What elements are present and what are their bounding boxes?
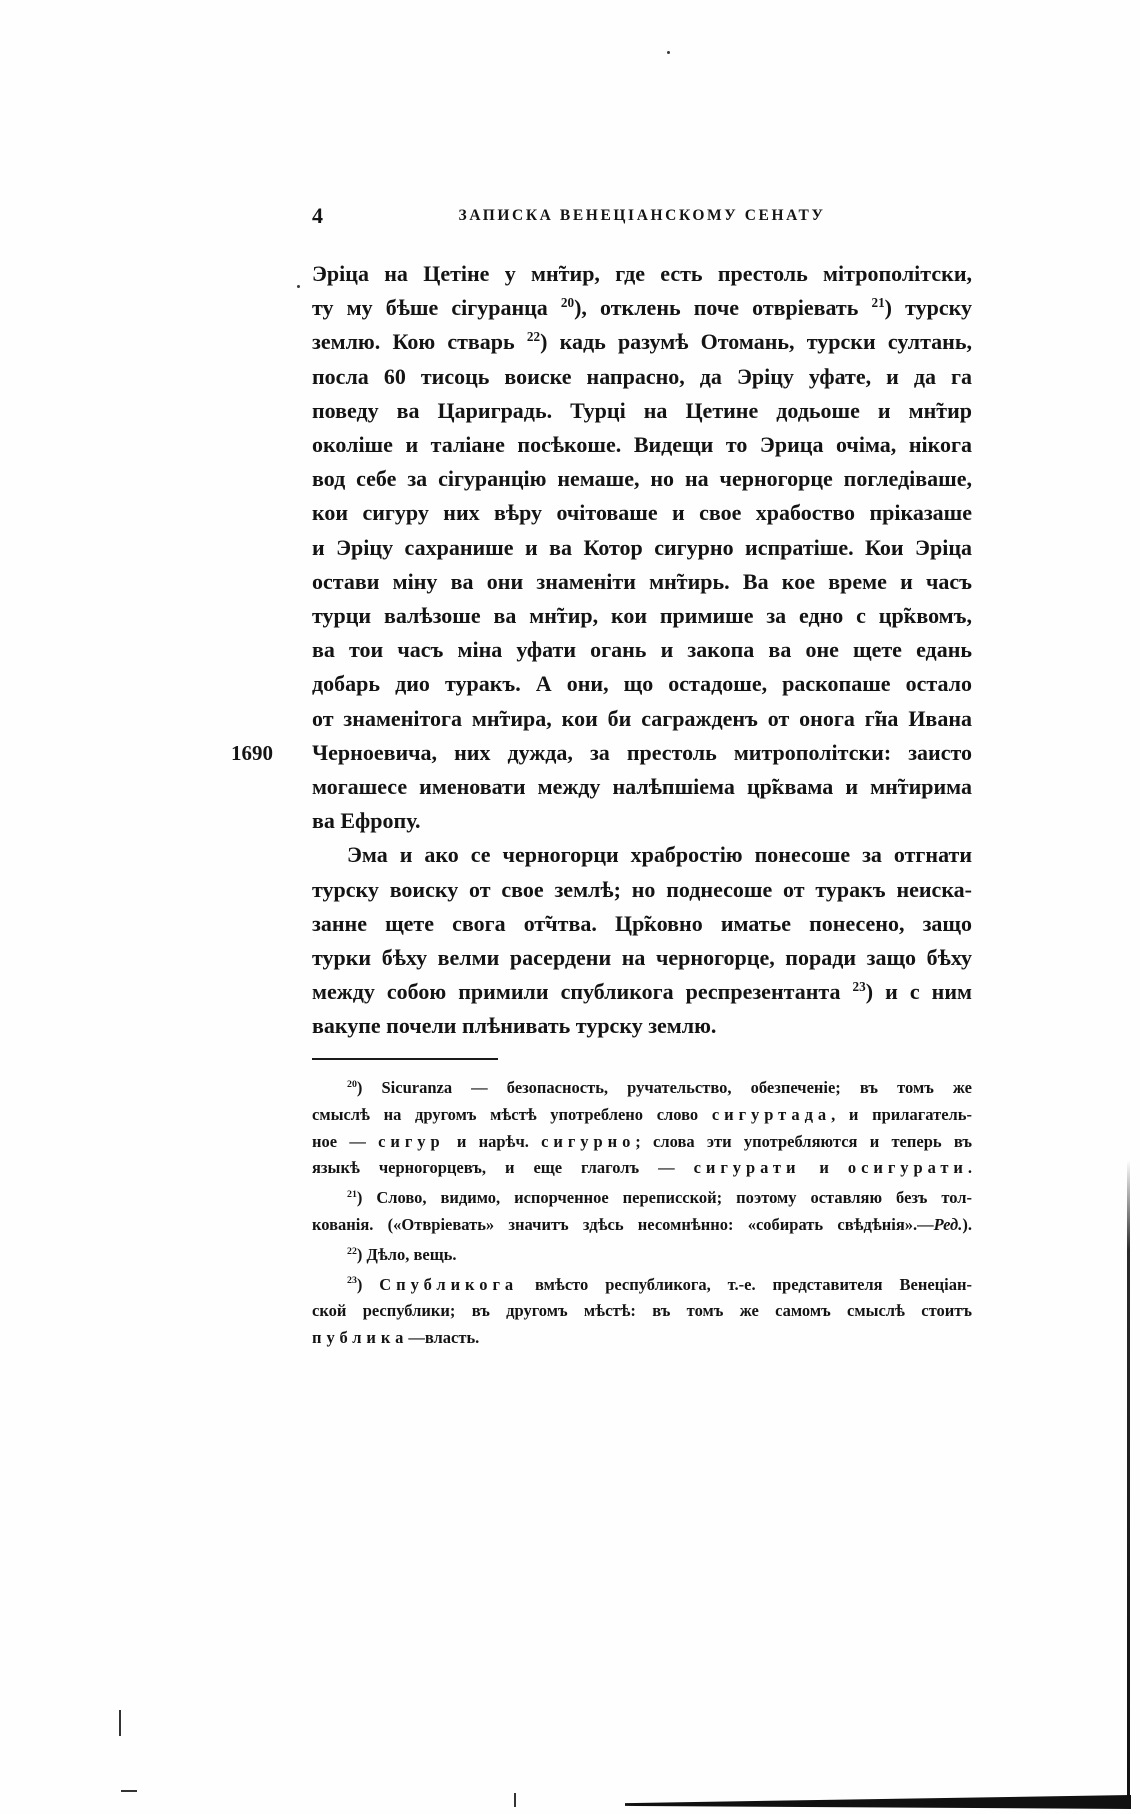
page-number: 4: [312, 203, 323, 228]
page-header: [312, 203, 972, 229]
body-text: [312, 257, 972, 1044]
footnote-marker: 20: [347, 1078, 357, 1090]
footnote: [312, 1272, 972, 1352]
body-line: добарь дио туракъ. А они, що остадоше, раскопаше остало: [312, 671, 972, 697]
text-run: , и прилагатель-: [831, 1104, 972, 1124]
text-run: кованія. («Отвріевать» значитъ здѣсь несомнѣнно: «собирать свѣдѣнія».—: [312, 1214, 934, 1234]
text-run: .: [967, 1158, 972, 1178]
text-run: ), отклень поче отвріевать: [574, 295, 872, 321]
italic-text: Ред.: [933, 1214, 963, 1234]
body-line: Черноевича, них дужда, за престоль митрополітски: заисто: [312, 739, 972, 765]
footnotes: [312, 1075, 972, 1352]
margin-note-year: 1690: [231, 741, 273, 765]
text-run: землю. Кою стварь: [312, 329, 527, 355]
footnote-line: [312, 1325, 972, 1352]
footnote-line: ской республики; въ другомъ мѣстѣ: въ томъ же самомъ смыслѣ стоитъ: [312, 1301, 972, 1321]
body-line: турци валѣзоше ва мн̃тир, кои примише за едно с цр̃квомъ,: [312, 603, 972, 629]
footnote-marker: 22: [347, 1245, 357, 1257]
footnote-line: [312, 1212, 972, 1239]
body-line: поведу ва Цариградь. Турці на Цетине додьоше и мн̃тир: [312, 397, 972, 423]
body-line: вод себе за сігуранцію немаше, но на черногорце погледіваше,: [312, 466, 972, 492]
paragraph: [312, 838, 972, 1043]
body-line: могашесе именовати между налѣпшіема цр̃квама и мн̃тирима: [312, 774, 972, 800]
text-run: смыслѣ на другомъ мѣстѣ употреблено слово: [312, 1104, 712, 1124]
footnote-marker: 21: [347, 1189, 357, 1201]
body-line: вакупе почели плѣнивать турску землю.: [312, 1013, 717, 1039]
body-line: остави міну ва они знаменіти мн̃тирь. Ва кое време и часъ: [312, 568, 972, 594]
footnote-line: [312, 1075, 972, 1102]
scan-artifact-dot-margin: [297, 285, 300, 288]
scan-page-edge-shadow: [625, 1795, 1131, 1809]
body-line: [312, 291, 972, 325]
scan-artifact-dot-top: [667, 51, 670, 54]
text-run: ).: [962, 1214, 972, 1234]
footnote-ref: 22: [526, 329, 541, 345]
footnote-line: [312, 1272, 972, 1299]
text-run: ту му бѣше сігуранца: [312, 295, 561, 321]
footnote-ref: 23: [852, 979, 866, 995]
spaced-word: сигурно: [541, 1131, 636, 1151]
spaced-word: Спубликога: [379, 1274, 519, 1294]
text-run: ) турску: [884, 295, 972, 321]
text-run: ) кадь разумѣ Отомань, турски султань,: [540, 329, 972, 355]
text-run: ) Дѣло, вещь.: [356, 1244, 457, 1264]
footnote: [312, 1075, 972, 1182]
footnote-line: [312, 1102, 972, 1129]
scan-artifact-mark: [121, 1790, 137, 1792]
text-run: и нарѣч.: [444, 1131, 542, 1151]
spaced-word: сигурати: [693, 1158, 801, 1178]
text-run: и: [800, 1158, 848, 1178]
body-line: турки бѣху велми расердени на черногорце, поради защо бѣху: [312, 945, 972, 971]
text-run: ное —: [312, 1131, 379, 1151]
running-title: ЗАПИСКА ВЕНЕЦІАНСКОМУ СЕНАТУ: [458, 207, 826, 224]
text-run: —власть.: [408, 1328, 480, 1348]
body-line: околіше и таліане посѣкоше. Видещи то Эрица очіма, нікога: [312, 432, 972, 458]
footnote-line: [312, 1185, 972, 1212]
body-line: Эма и ако се черногорци храбростію понесоше за отгнати: [347, 842, 972, 868]
footnote-marker: 23: [347, 1275, 357, 1287]
paragraph: [312, 257, 972, 838]
scan-artifact-mark: [514, 1793, 516, 1807]
text-run: ) и с ним: [865, 979, 972, 1005]
text-run: ) Слово, видимо, испорченное переписской; поэтому оставляю безъ тол-: [356, 1188, 972, 1208]
body-line: турску воиску от свое землѣ; но поднесоше от туракъ неиска-: [312, 876, 972, 902]
footnote-ref: 21: [871, 295, 885, 311]
body-line: ва тои часъ міна уфати огань и закопа ва оне щете едань: [312, 637, 972, 663]
text-run: между собою примили спубликога респрезентанта: [312, 979, 853, 1005]
body-line: ва Ефропу.: [312, 808, 421, 834]
footnote: [312, 1242, 972, 1269]
footnote-line: [312, 1242, 972, 1269]
text-run: ) Sicuranza — безопасность, ручательство, обезпеченіе; въ томъ же: [356, 1078, 972, 1097]
scan-artifact-mark: [119, 1710, 121, 1736]
footnote-line: [312, 1129, 972, 1156]
body-line: занне щете свога от̃чтва. Цр̃ковно иматье понесено, защо: [312, 910, 972, 936]
body-line: от знаменітога мн̃тира, кои би сагражденъ от онога г̃на Ивана: [312, 705, 972, 731]
spaced-word: сигур: [378, 1131, 445, 1151]
text-run: ; слова эти употребляются и теперь въ: [635, 1131, 972, 1151]
body-line: посла 60 тисоць воиске напрасно, да Эріцу уфате, и да га: [312, 363, 972, 389]
body-line: кои сигуру них вѣру очітоваше и свое храбоство пріказаше: [312, 500, 972, 526]
footnote-ref: 20: [560, 295, 575, 311]
text-run: ): [356, 1274, 380, 1294]
spaced-word: сигуртада: [711, 1104, 832, 1124]
body-line: и Эріцу сахранише и ва Котор сигурно испратіше. Кои Эріца: [312, 534, 972, 560]
footnote: [312, 1185, 972, 1239]
body-line: [312, 325, 972, 359]
footnote-rule: [312, 1058, 498, 1060]
scan-page-edge-shadow: [1127, 1160, 1130, 1805]
spaced-word: публика: [312, 1328, 409, 1348]
text-run: вмѣсто республикога, т.-е. представителя Венеціан-: [518, 1274, 972, 1294]
footnote-line: [312, 1155, 972, 1182]
spaced-word: осигурати: [847, 1158, 968, 1178]
text-run: языкѣ черногорцевъ, и еще глаголъ —: [312, 1158, 694, 1178]
body-line: Эріца на Цетіне у мн̃тир, где есть престоль мітрополітски,: [312, 261, 972, 286]
body-line: [312, 975, 972, 1009]
